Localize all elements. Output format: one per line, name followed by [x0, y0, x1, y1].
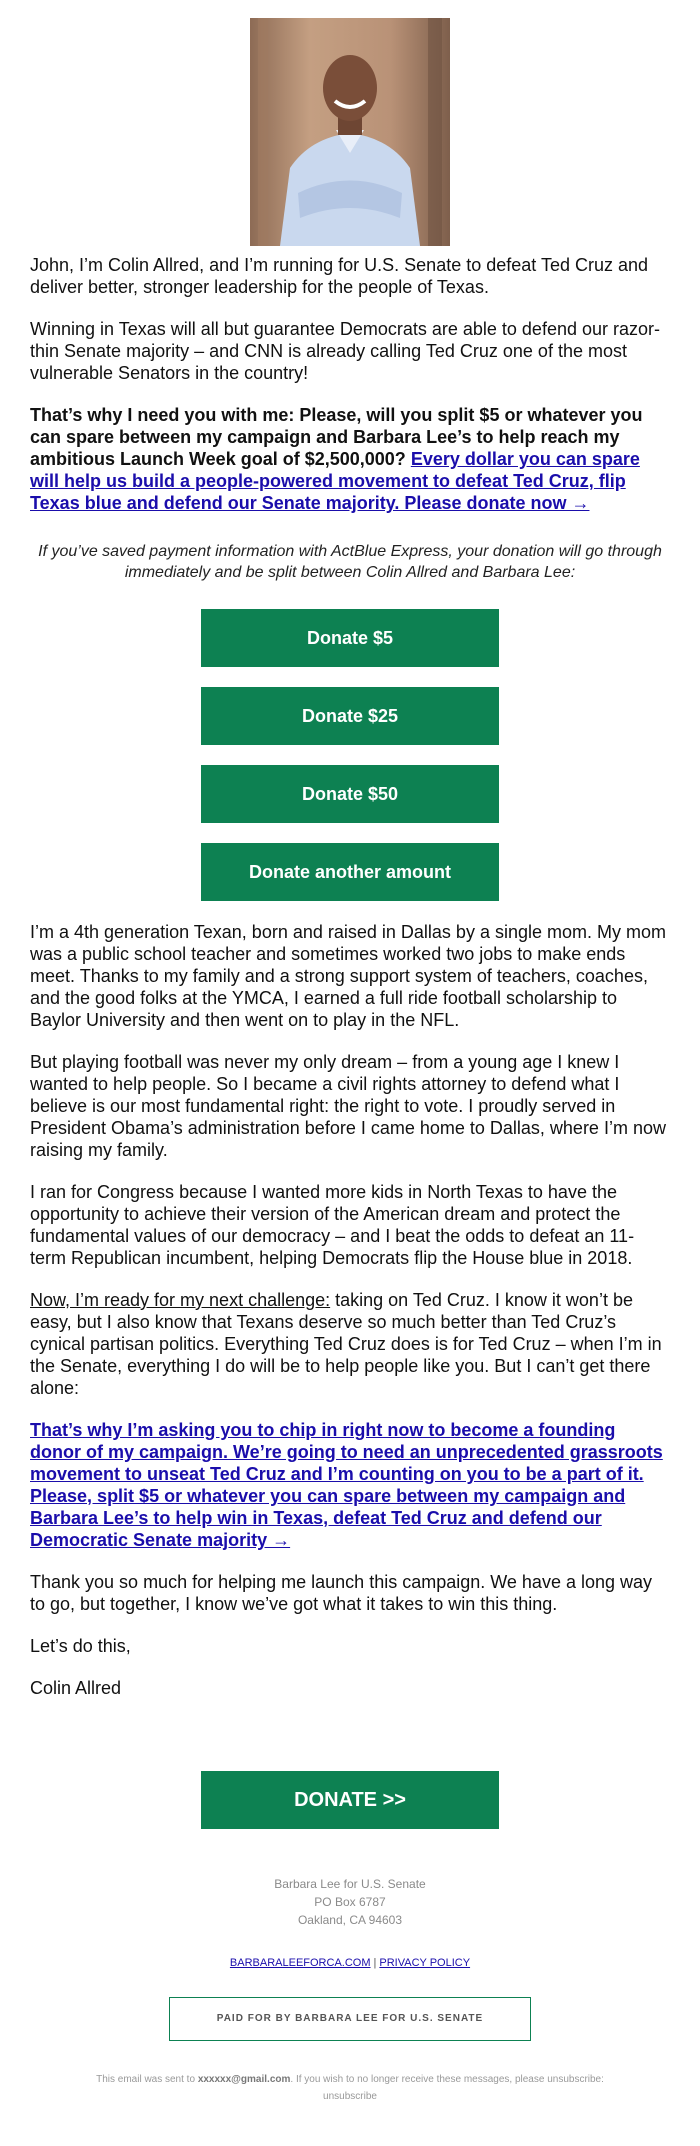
challenge-rest-text: taking on Ted Cruz. I know it won’t be easy, but I also know that Texans deserve so much better than Ted Cruz’s cynical partisan politics. Everything Ted Cruz does is for Ted Cruz – when I’m in the Senate, everything I do will be to help people like you. But I can’t get there alone: — [30, 1290, 662, 1398]
address-city: Oakland, CA 94603 — [297, 1913, 403, 1927]
donate-now-link[interactable]: Every dollar you can spare will help us build a people-powered movement to defeat Ted Cruz, flip Texas blue and defend our Senate majority. Please donate now → — [30, 449, 640, 513]
footer-suffix: . If you wish to no longer receive these messages, please unsubscribe: — [290, 2074, 604, 2085]
actblue-note: If you’ve saved payment information with ActBlue Express, your donation will go through immediately and be split between Colin Allred and Barbara Lee: — [38, 543, 662, 581]
senate-majority-paragraph: Winning in Texas will all but guarantee Democrats are able to defend our razor-thin Senate majority – and CNN is already calling Ted Cruz one of the most vulnerable Senators in the country! — [30, 319, 660, 383]
ask-bold-text: That’s why I need you with me: Please, will you split $5 or whatever you can spare between my campaign and Barbara Lee’s to help reach my ambitious Launch Week goal of $2,500,000? — [30, 405, 643, 469]
website-link[interactable]: BARBARALEEFORCA.COM — [229, 1957, 371, 1969]
intro-paragraph: John, I’m Colin Allred, and I’m running for U.S. Senate to defeat Ted Cruz and deliver better, stronger leadership for the people of Texas. — [30, 255, 649, 297]
footer-notice — [30, 2071, 670, 2105]
founding-donor-link[interactable]: That’s why I’m asking you to chip in right now to become a founding donor of my campaign. We’re going to need an unprecedented grassroots movement to unseat Ted Cruz and I’m counting on you to be a part of it. Please, split $5 or whatever you can spare between my campaign and Barbara Lee’s to help win in Texas, defeat Ted Cruz and defend our Democratic Senate majority → — [30, 1420, 663, 1550]
donate-main-button[interactable]: DONATE >> — [201, 1771, 499, 1829]
challenge-paragraph — [30, 1289, 670, 1399]
signoff: Let’s do this, — [30, 1636, 131, 1656]
mailing-address — [30, 1875, 670, 1929]
bio-paragraph-3: I ran for Congress because I wanted more kids in North Texas to have the opportunity to achieve their version of the American dream and protect the fundamental values of our democracy – and I beat the odds to defeat an 11-term Republican incumbent, helping Democrats flip the House blue in 2018. — [30, 1182, 635, 1268]
donate-5-button[interactable]: Donate $5 — [201, 609, 499, 667]
ask-paragraph — [30, 404, 670, 514]
portrait-photo — [250, 18, 450, 246]
legal-links — [30, 1957, 670, 1969]
legal-separator: | — [373, 1957, 377, 1969]
bio-paragraph-2: But playing football was never my only dream – from a young age I knew I wanted to help people. So I became a civil rights attorney to defend what I believe is our most fundamental right: the right to vote. I proudly served in President Obama’s administration before I came home to Dallas, where I’m now raising my family. — [30, 1052, 666, 1160]
thanks-paragraph: Thank you so much for helping me launch this campaign. We have a long way to go, but together, I know we’ve got what it takes to win this thing. — [30, 1572, 653, 1614]
email-body — [30, 18, 670, 2105]
donate-50-button[interactable]: Donate $50 — [201, 765, 499, 823]
donate-other-amount-button[interactable]: Donate another amount — [201, 843, 499, 901]
challenge-underlined-text: Now, I’m ready for my next challenge: — [30, 1290, 331, 1310]
paid-for-disclaimer: PAID FOR BY BARBARA LEE FOR U.S. SENATE — [169, 1997, 531, 2041]
donate-25-button[interactable]: Donate $25 — [201, 687, 499, 745]
unsubscribe-link[interactable]: unsubscribe — [323, 2091, 377, 2102]
footer-prefix: This email was sent to — [96, 2074, 198, 2085]
recipient-email: xxxxxx@gmail.com — [197, 2074, 291, 2085]
signature: Colin Allred — [30, 1678, 122, 1698]
donation-buttons — [30, 609, 670, 901]
founding-donor-paragraph — [30, 1419, 670, 1551]
address-org: Barbara Lee for U.S. Senate — [274, 1877, 426, 1891]
bio-paragraph-1: I’m a 4th generation Texan, born and raised in Dallas by a single mom. My mom was a public school teacher and sometimes worked two jobs to make ends meet. Thanks to my family and a strong support system of teachers, coaches, and the good folks at the YMCA, I earned a full ride football scholarship to Baylor University and then went on to play in the NFL. — [30, 922, 666, 1030]
address-po-box: PO Box 6787 — [314, 1895, 386, 1909]
privacy-policy-link[interactable]: PRIVACY POLICY — [379, 1957, 471, 1969]
